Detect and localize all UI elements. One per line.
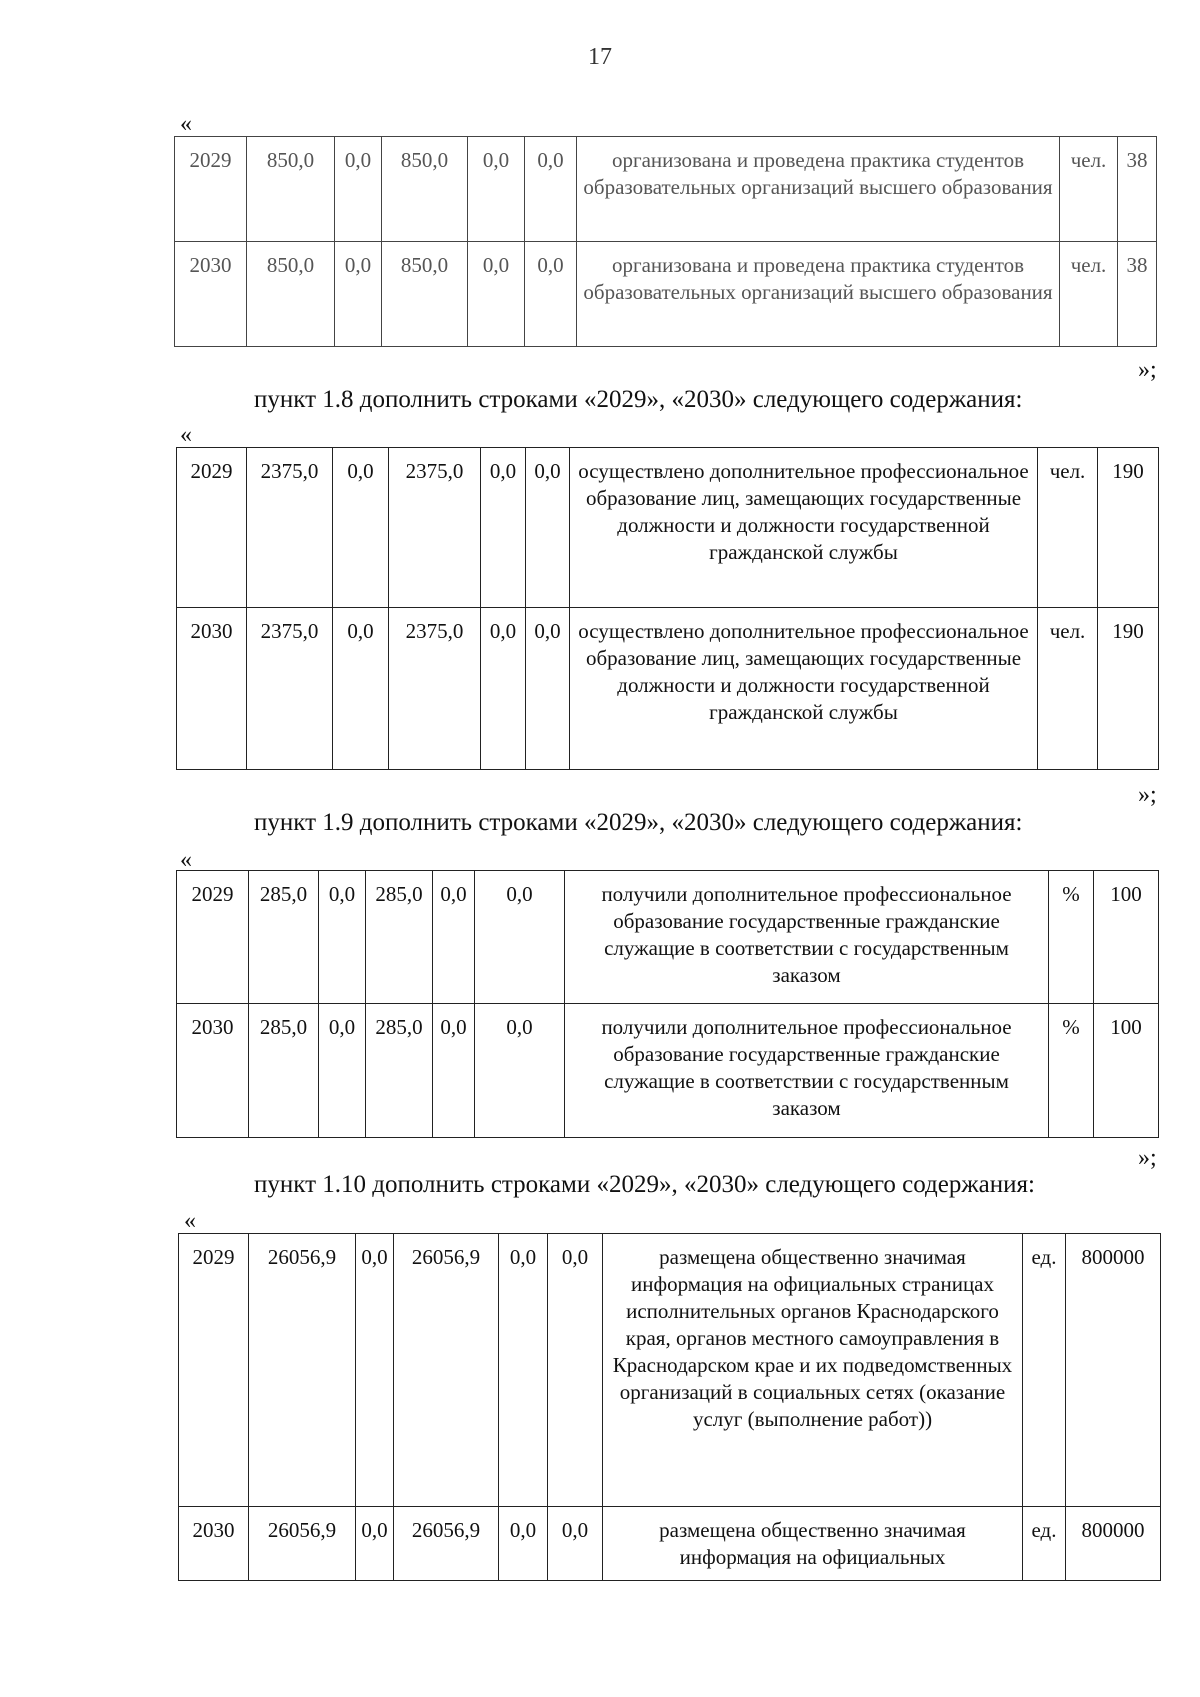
year-cell: 2030 xyxy=(177,608,247,770)
amount-cell: 0,0 xyxy=(333,448,389,608)
table-row xyxy=(175,242,1157,347)
year-cell: 2029 xyxy=(175,137,247,242)
table-point-1-9 xyxy=(176,870,1159,1138)
value-cell: 100 xyxy=(1094,871,1159,1004)
value-cell: 38 xyxy=(1118,137,1157,242)
table-row xyxy=(179,1507,1161,1581)
value-cell: 800000 xyxy=(1066,1234,1161,1507)
closing-quote-mark: »; xyxy=(1138,782,1157,808)
description-cell: организована и проведена практика студентов образовательных организаций высшего образования xyxy=(577,137,1060,242)
unit-cell: чел. xyxy=(1038,448,1098,608)
amount-cell: 0,0 xyxy=(468,242,525,347)
description-cell: организована и проведена практика студентов образовательных организаций высшего образования xyxy=(577,242,1060,347)
amount-cell: 285,0 xyxy=(366,1004,433,1138)
unit-cell: % xyxy=(1049,871,1094,1004)
year-cell: 2030 xyxy=(175,242,247,347)
section-heading-1-10: пункт 1.10 дополнить строками «2029», «2030» следующего содержания: xyxy=(254,1171,1035,1198)
amount-cell: 2375,0 xyxy=(247,608,333,770)
value-cell: 190 xyxy=(1098,608,1159,770)
page-number: 17 xyxy=(588,44,612,70)
closing-quote-mark: »; xyxy=(1138,357,1157,383)
opening-quote-mark: « xyxy=(180,422,192,448)
amount-cell: 0,0 xyxy=(526,608,570,770)
amount-cell: 2375,0 xyxy=(389,448,481,608)
unit-cell: % xyxy=(1049,1004,1094,1138)
value-cell: 800000 xyxy=(1066,1507,1161,1581)
amount-cell: 0,0 xyxy=(433,871,475,1004)
amount-cell: 0,0 xyxy=(356,1234,394,1507)
description-cell: осуществлено дополнительное профессиональное образование лиц, замещающих государственные должности и должности государственной гражданской службы xyxy=(570,448,1038,608)
value-cell: 38 xyxy=(1118,242,1157,347)
amount-cell: 0,0 xyxy=(335,137,382,242)
amount-cell: 285,0 xyxy=(249,1004,319,1138)
year-cell: 2029 xyxy=(177,448,247,608)
amount-cell: 850,0 xyxy=(247,242,335,347)
description-cell: осуществлено дополнительное профессиональное образование лиц, замещающих государственные должности и должности государственной гражданской службы xyxy=(570,608,1038,770)
amount-cell: 0,0 xyxy=(499,1234,548,1507)
table-row xyxy=(177,871,1159,1004)
closing-quote-mark: »; xyxy=(1138,1145,1157,1171)
amount-cell: 0,0 xyxy=(356,1507,394,1581)
value-cell: 190 xyxy=(1098,448,1159,608)
table-row xyxy=(175,137,1157,242)
table-point-1-10 xyxy=(178,1233,1161,1581)
amount-cell: 2375,0 xyxy=(247,448,333,608)
description-cell: получили дополнительное профессиональное образование государственные гражданские служащие в соответствии с государственным заказом xyxy=(565,871,1049,1004)
amount-cell: 0,0 xyxy=(475,871,565,1004)
amount-cell: 850,0 xyxy=(247,137,335,242)
table-practice xyxy=(174,136,1157,347)
amount-cell: 26056,9 xyxy=(394,1234,499,1507)
year-cell: 2029 xyxy=(177,871,249,1004)
opening-quote-mark: « xyxy=(184,1208,196,1234)
amount-cell: 0,0 xyxy=(526,448,570,608)
section-heading-1-9: пункт 1.9 дополнить строками «2029», «2030» следующего содержания: xyxy=(254,809,1023,836)
year-cell: 2030 xyxy=(179,1507,249,1581)
description-cell: размещена общественно значимая информация на официальных xyxy=(603,1507,1023,1581)
amount-cell: 26056,9 xyxy=(249,1507,356,1581)
amount-cell: 0,0 xyxy=(548,1507,603,1581)
unit-cell: ед. xyxy=(1023,1507,1066,1581)
year-cell: 2029 xyxy=(179,1234,249,1507)
amount-cell: 0,0 xyxy=(499,1507,548,1581)
amount-cell: 0,0 xyxy=(333,608,389,770)
unit-cell: чел. xyxy=(1060,242,1118,347)
amount-cell: 26056,9 xyxy=(394,1507,499,1581)
amount-cell: 0,0 xyxy=(525,137,577,242)
amount-cell: 285,0 xyxy=(249,871,319,1004)
amount-cell: 0,0 xyxy=(468,137,525,242)
amount-cell: 0,0 xyxy=(548,1234,603,1507)
unit-cell: чел. xyxy=(1038,608,1098,770)
amount-cell: 2375,0 xyxy=(389,608,481,770)
table-row xyxy=(177,1004,1159,1138)
amount-cell: 0,0 xyxy=(319,1004,366,1138)
amount-cell: 0,0 xyxy=(481,608,526,770)
amount-cell: 285,0 xyxy=(366,871,433,1004)
description-cell: размещена общественно значимая информация на официальных страницах исполнительных органов Краснодарского края, органов местного самоуправления в Краснодарском крае и их подведомственных организаций в социальных сетях (оказание услуг (выполнение работ)) xyxy=(603,1234,1023,1507)
amount-cell: 0,0 xyxy=(481,448,526,608)
year-cell: 2030 xyxy=(177,1004,249,1138)
table-row xyxy=(177,608,1159,770)
amount-cell: 0,0 xyxy=(335,242,382,347)
amount-cell: 850,0 xyxy=(382,242,468,347)
description-cell: получили дополнительное профессиональное образование государственные гражданские служащие в соответствии с государственным заказом xyxy=(565,1004,1049,1138)
amount-cell: 0,0 xyxy=(525,242,577,347)
opening-quote-mark: « xyxy=(180,847,192,873)
table-row xyxy=(177,448,1159,608)
value-cell: 100 xyxy=(1094,1004,1159,1138)
table-row xyxy=(179,1234,1161,1507)
table-point-1-8 xyxy=(176,447,1159,770)
amount-cell: 26056,9 xyxy=(249,1234,356,1507)
amount-cell: 0,0 xyxy=(319,871,366,1004)
amount-cell: 0,0 xyxy=(475,1004,565,1138)
amount-cell: 0,0 xyxy=(433,1004,475,1138)
unit-cell: чел. xyxy=(1060,137,1118,242)
section-heading-1-8: пункт 1.8 дополнить строками «2029», «2030» следующего содержания: xyxy=(254,386,1023,413)
opening-quote-mark: « xyxy=(180,111,192,137)
unit-cell: ед. xyxy=(1023,1234,1066,1507)
amount-cell: 850,0 xyxy=(382,137,468,242)
